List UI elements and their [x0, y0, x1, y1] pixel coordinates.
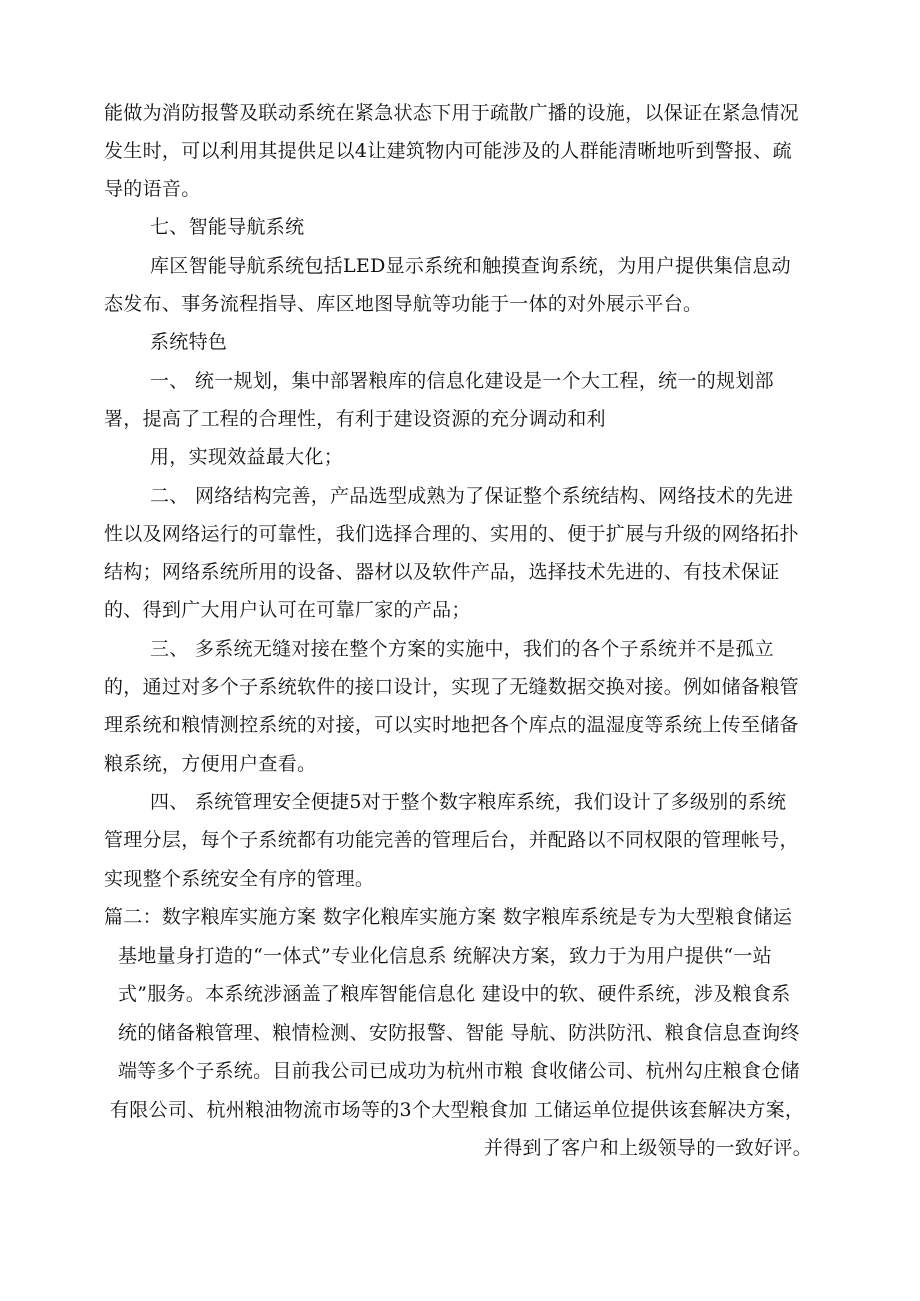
text-line: 态发布、事务流程指导、库区地图导航等功能于一体的对外展示平台。	[104, 293, 703, 315]
chapter-line: 篇二：数字粮库实施方案 数字化粮库实施方案 数字粮库系统是专为大型粮食储运	[104, 906, 793, 928]
text-line: 四、 系统管理安全便捷5对于整个数字粮库系统，我们设计了多级别的系统	[150, 791, 787, 813]
text-line: 有限公司、杭州粮油物流市场等的3个大型粮食加 工储运单位提供该套解决方案，	[110, 1099, 805, 1121]
text-line: 粮系统，方便用户查看。	[104, 753, 317, 775]
text-line: 统的储备粮管理、粮情检测、安防报警、智能 导航、防洪防汛、粮食信息查询终	[118, 1022, 800, 1044]
text-line: 三、 多系统无缝对接在整个方案的实施中，我们的各个子系统并不是孤立	[150, 638, 774, 660]
text-line: 结构；网络系统所用的设备、器材以及软件产品，选择技术先进的、有技术保证	[104, 561, 780, 583]
text-line-right: 并得到了客户和上级领导的一致好评。	[483, 1137, 812, 1159]
text-line: 理系统和粮情测控系统的对接，可以实时地把各个库点的温湿度等系统上传至储备	[104, 714, 799, 736]
text-line: 库区智能导航系统包括LED显示系统和触摸查询系统，为用户提供集信息动	[150, 255, 791, 277]
text-line: 端等多个子系统。目前我公司已成功为杭州市粮 食收储公司、杭州勾庄粮食仓储	[118, 1060, 800, 1082]
text-line: 署，提高了工程的合理性，有利于建设资源的充分调动和利	[104, 408, 606, 430]
text-line: 导的语音。	[104, 178, 201, 200]
text-line: 基地量身打造的“一体式”专业化信息系 统解决方案，致力于为用户提供“一站	[118, 945, 772, 967]
text-line: 实现整个系统安全有序的管理。	[104, 868, 375, 890]
text-line: 能做为消防报警及联动系统在紧急状态下用于疏散广播的设施，以保证在紧急情况	[104, 102, 799, 124]
text-line: 发生时，可以利用其提供足以4让建筑物内可能涉及的人群能清晰地听到警报、疏	[104, 140, 792, 162]
text-line: 管理分层，每个子系统都有功能完善的管理后台，并配路以不同权限的管理帐号，	[104, 829, 799, 851]
text-line: 式”服务。本系统涉涵盖了粮库智能信息化 建设中的软、硬件系统，涉及粮食系	[118, 983, 791, 1005]
text-line: 一、 统一规划，集中部署粮库的信息化建设是一个大工程，统一的规划部	[150, 370, 774, 392]
text-line: 性以及网络运行的可靠性，我们选择合理的、实用的、便于扩展与升级的网络拓扑	[104, 523, 799, 545]
section-heading: 七、智能导航系统	[150, 216, 305, 238]
text-line: 的、得到广大用户认可在可靠厂家的产品；	[104, 599, 471, 621]
text-line: 二、 网络结构完善，产品选型成熟为了保证整个系统结构、网络技术的先进	[150, 485, 794, 507]
text-line: 的，通过对多个子系统软件的接口设计，实现了无缝数据交换对接。例如储备粮管	[104, 676, 799, 698]
subsection-heading: 系统特色	[150, 331, 228, 353]
text-line: 用，实现效益最大化；	[150, 446, 344, 468]
